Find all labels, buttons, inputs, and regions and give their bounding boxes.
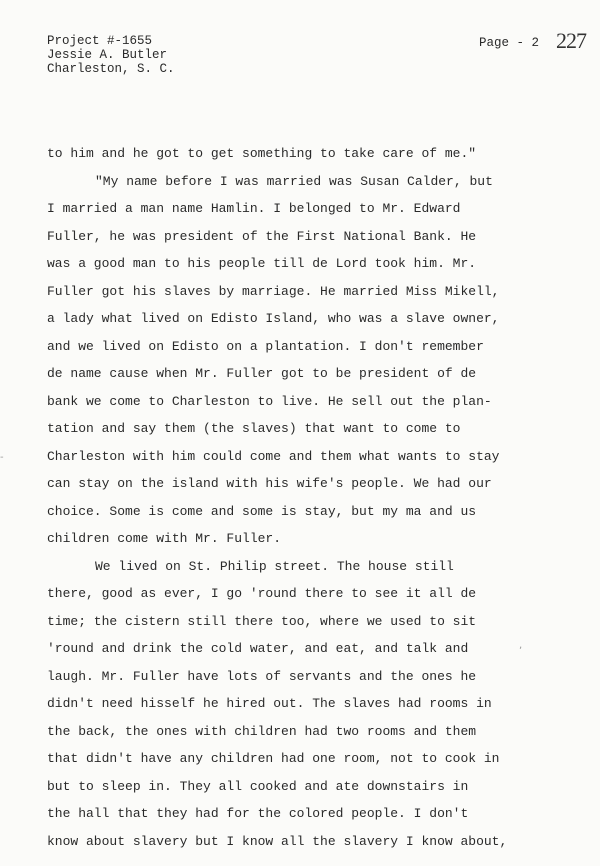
body-text: [47, 144, 517, 859]
header-block: [47, 34, 175, 76]
text-line: was a good man to his people till de Lord took him. Mr.: [47, 256, 477, 271]
text-line: Fuller got his slaves by marriage. He married Miss Mikell,: [47, 283, 500, 299]
text-line: 'round and drink the cold water, and eat, and talk and: [47, 641, 469, 656]
text-line: children come with Mr. Fuller.: [47, 531, 282, 546]
text-line: that didn't have any children had one room, not to cook in: [47, 751, 500, 766]
text-line: the hall that they had for the colored people. I don't: [47, 806, 469, 821]
text-line: but to sleep in. They all cooked and ate downstairs in: [47, 778, 469, 794]
interviewer-name: Jessie A. Butler: [47, 48, 168, 62]
text-line: a lady what lived on Edisto Island, who was a slave owner,: [47, 311, 500, 326]
text-line: tation and say them (the slaves) that want to come to: [47, 421, 461, 436]
text-line: de name cause when Mr. Fuller got to be president of de: [47, 366, 477, 381]
page-stamp-number: 227: [556, 28, 586, 53]
text-line: bank we come to Charleston to live. He sell out the plan-: [47, 393, 492, 409]
text-line: time; the cistern still there too, where we used to sit: [47, 613, 477, 629]
text-line: choice. Some is come and some is stay, but my ma and us: [47, 503, 477, 519]
text-line: the back, the ones with children had two rooms and them: [47, 723, 477, 739]
text-line: "My name before I was married was Susan Calder, but: [95, 173, 493, 189]
text-line: there, good as ever, I go 'round there to see it all de: [47, 586, 477, 601]
text-line: We lived on St. Philip street. The house still: [95, 558, 454, 574]
text-line: to him and he got to get something to take care of me.": [47, 146, 477, 161]
margin-mark: -: [0, 452, 4, 463]
page-label: Page - 2: [479, 36, 540, 50]
text-line: and we lived on Edisto on a plantation. I don't remember: [47, 338, 484, 354]
text-line: I married a man name Hamlin. I belonged to Mr. Edward: [47, 201, 461, 216]
text-line: Fuller, he was president of the First National Bank. He: [47, 228, 477, 244]
interview-location: Charleston, S. C.: [47, 62, 175, 76]
text-line: didn't need hisself he hired out. The slaves had rooms in: [47, 696, 492, 711]
stray-mark: ,: [519, 640, 523, 651]
text-line: Charleston with him could come and them what wants to stay: [47, 448, 500, 464]
text-line: know about slavery but I know all the slavery I know about,: [47, 833, 508, 849]
text-line: can stay on the island with his wife's people. We had our: [47, 476, 492, 491]
project-number: Project #-1655: [47, 34, 153, 48]
text-line: laugh. Mr. Fuller have lots of servants and the ones he: [47, 668, 477, 684]
